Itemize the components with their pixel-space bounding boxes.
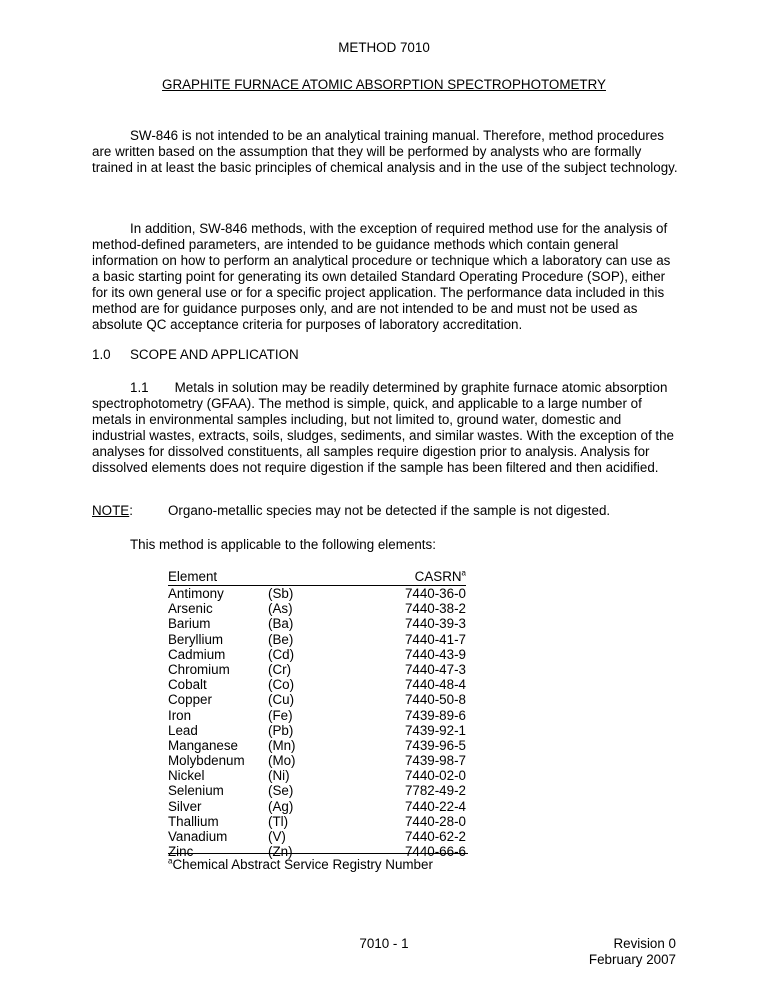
element-name: Selenium — [168, 783, 224, 799]
element-name: Cobalt — [168, 677, 207, 693]
element-name: Barium — [168, 616, 211, 632]
element-name: Lead — [168, 722, 198, 738]
element-symbol: (Cu) — [268, 692, 295, 708]
revision-date: February 2007 — [588, 952, 676, 967]
element-symbol: (Tl) — [268, 813, 289, 829]
element-casrn: 7440-28-0 — [404, 813, 466, 829]
table-header — [168, 569, 466, 586]
header-casrn-sup: a — [461, 568, 466, 578]
element-symbol: (V) — [268, 829, 286, 844]
element-symbol: (Ag) — [268, 798, 294, 814]
element-symbol: (Zn) — [268, 844, 293, 860]
element-name: Cadmium — [168, 646, 226, 662]
footnote — [168, 857, 433, 873]
element-name: Chromium — [168, 661, 230, 677]
element-name: Beryllium — [168, 631, 224, 647]
element-casrn: 7440-41-7 — [404, 631, 466, 647]
elements-table — [168, 569, 466, 859]
footnote-sup: a — [168, 856, 173, 866]
element-symbol: (Ni) — [268, 768, 290, 784]
table-row — [168, 814, 466, 829]
header-element: Element — [168, 569, 218, 584]
element-symbol: (Be) — [268, 631, 294, 647]
element-casrn: 7782-49-2 — [404, 783, 466, 799]
table-row — [168, 768, 466, 783]
table-row — [168, 647, 466, 662]
element-symbol: (Cr) — [268, 661, 292, 677]
element-name: Antimony — [168, 586, 224, 601]
subsection-1-1: 1.1 Metals in solution may be readily determined by graphite furnace atomic absorption spectrophotometry (GFAA). The method is simple, quick, and applicable to a large number of metals in environmental samples including, but not limited to, ground water, domestic and industrial wastes, extracts, soils, sludges, sediments, and similar wastes. With the exception of the analyses for dissolved constituents, all samples require digestion prior to analysis. Analysis for dissolved elements does not require digestion if the sample has been filtered and then acidified. — [92, 380, 675, 475]
footnote-rule — [168, 853, 468, 854]
element-casrn: 7440-50-8 — [404, 692, 466, 708]
element-name: Zinc — [168, 844, 194, 860]
table-row — [168, 753, 466, 768]
element-name: Molybdenum — [168, 753, 245, 769]
page-number: 7010 - 1 — [359, 936, 409, 951]
footnote-text: Chemical Abstract Service Registry Number — [172, 857, 433, 872]
element-casrn: 7440-22-4 — [404, 798, 466, 814]
revision-block — [589, 936, 676, 968]
table-row — [168, 829, 466, 844]
element-symbol: (Pb) — [268, 722, 294, 738]
table-row — [168, 632, 466, 647]
section-number: 1.0 — [92, 347, 111, 362]
method-number: METHOD 7010 — [338, 40, 430, 55]
note-label-wrap — [92, 503, 133, 519]
method-title: GRAPHITE FURNACE ATOMIC ABSORPTION SPECTROPHOTOMETRY — [162, 77, 606, 92]
element-casrn: 7440-47-3 — [404, 661, 466, 677]
table-row — [168, 783, 466, 798]
element-casrn: 7439-92-1 — [404, 722, 466, 738]
element-symbol: (Sb) — [268, 586, 294, 601]
element-name: Copper — [168, 692, 212, 708]
element-casrn: 7439-98-7 — [404, 753, 466, 769]
note-colon: : — [129, 503, 133, 518]
element-name: Iron — [168, 707, 192, 723]
element-casrn: 7440-39-3 — [404, 616, 466, 632]
element-casrn: 7440-62-2 — [404, 829, 466, 844]
table-row — [168, 708, 466, 723]
element-name: Manganese — [168, 737, 238, 753]
section-title: SCOPE AND APPLICATION — [130, 347, 299, 362]
header-casrn-wrap — [415, 569, 466, 585]
table-row — [168, 616, 466, 631]
element-casrn: 7440-36-0 — [404, 586, 466, 601]
note-label: NOTE — [92, 503, 130, 518]
intro-paragraph-2: In addition, SW-846 methods, with the exception of required method use for the analysis of method-defined parameters, are intended to be guidance methods which contain general information on how to perform an analytical procedure or technique which a laboratory can use as a basic starting point for generating its own detailed Standard Operating Procedure (SOP), either for its own general use or for a specific project application. The performance data included in this method are for guidance purposes only, and are not intended to be and must not be used as absolute QC acceptance criteria for purposes of laboratory accreditation. — [92, 221, 671, 332]
element-symbol: (As) — [268, 601, 293, 617]
element-symbol: (Cd) — [268, 646, 295, 662]
header-casrn: CASRN — [414, 569, 462, 584]
table-row — [168, 677, 466, 692]
table-row — [168, 692, 466, 707]
table-body — [168, 586, 466, 859]
table-row — [168, 662, 466, 677]
table-row — [168, 601, 466, 616]
element-casrn: 7440-43-9 — [404, 646, 466, 662]
applicable-text: This method is applicable to the following elements: — [130, 537, 436, 552]
element-name: Vanadium — [168, 829, 228, 844]
element-symbol: (Se) — [268, 783, 294, 799]
element-name: Thallium — [168, 813, 219, 829]
table-row — [168, 586, 466, 601]
element-name: Nickel — [168, 768, 205, 784]
element-symbol: (Ba) — [268, 616, 294, 632]
element-casrn: 7439-96-5 — [404, 737, 466, 753]
element-casrn: 7440-38-2 — [404, 601, 466, 617]
element-symbol: (Mo) — [268, 753, 296, 769]
table-row — [168, 799, 466, 814]
element-symbol: (Co) — [268, 677, 295, 693]
table-row — [168, 738, 466, 753]
element-casrn: 7440-02-0 — [404, 768, 466, 784]
element-name: Silver — [168, 798, 202, 814]
intro-paragraph-1: SW-846 is not intended to be an analytical training manual. Therefore, method procedures are written based on the assumption that they will be performed by analysts who are formally trained in at least the basic principles of chemical analysis and in the use of the subject technology. — [92, 128, 678, 175]
element-name: Arsenic — [168, 601, 213, 617]
element-symbol: (Fe) — [268, 707, 293, 723]
table-row — [168, 723, 466, 738]
revision-label: Revision 0 — [613, 936, 676, 951]
element-casrn: 7439-89-6 — [404, 707, 466, 723]
element-casrn: 7440-48-4 — [404, 677, 466, 693]
note-text: Organo-metallic species may not be detected if the sample is not digested. — [168, 503, 611, 518]
element-casrn: 7440-66-6 — [404, 844, 466, 860]
element-symbol: (Mn) — [268, 737, 296, 753]
